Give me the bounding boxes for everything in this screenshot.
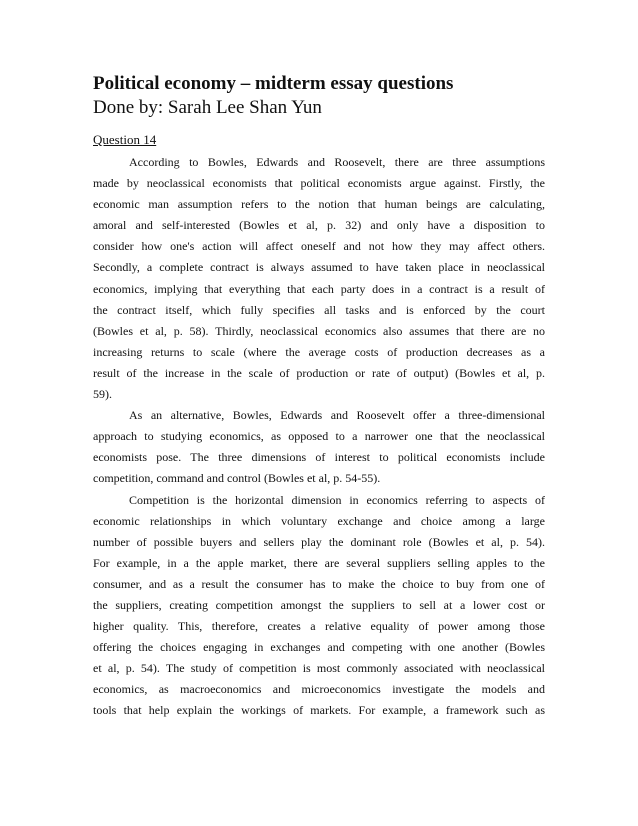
paragraph-line: economic man assumption refers to the notion that human beings are calculating,: [93, 197, 545, 212]
paragraph: [93, 405, 545, 489]
paragraph-line: consider how one's action will affect oneself and not how they may affect others.: [93, 239, 545, 254]
paragraph-line: economic relationships in which voluntary exchange and choice among a large: [93, 513, 545, 528]
document-page: [93, 72, 545, 722]
question-heading: Question 14: [93, 132, 157, 147]
paragraph-line: tools that help explain the workings of markets. For example, a framework such as: [93, 703, 545, 718]
paragraph-line: amoral and self-interested (Bowles et al, p. 32) and only have a disposition to: [93, 218, 545, 233]
paragraph-line: approach to studying economics, as opposed to a narrower one that the neoclassical: [93, 429, 545, 444]
paragraph-line: result of the increase in the scale of production or rate of output) (Bowles et al, p.: [93, 365, 545, 380]
paragraph-line: number of possible buyers and sellers play the dominant role (Bowles et al, p. 54).: [93, 534, 545, 549]
paragraph-line: As an alternative, Bowles, Edwards and Roosevelt offer a three-dimensional: [129, 408, 545, 423]
paragraph-line: For example, in a the apple market, there are several suppliers selling apples to the: [93, 555, 545, 570]
paragraph-line: economists pose. The three dimensions of interest to political economists include: [93, 450, 545, 465]
paragraph-line: economics, as macroeconomics and microeconomics investigate the models and: [93, 682, 545, 697]
paragraph: [93, 490, 545, 722]
paragraph-line: the suppliers, creating competition amongst the suppliers to sell at a lower cost or: [93, 597, 545, 612]
document-title: Political economy – midterm essay questions: [93, 73, 454, 94]
document-body: [93, 152, 545, 722]
paragraph-line: higher quality. This, therefore, creates a relative equality of power among those: [93, 619, 545, 634]
paragraph-line: economics, implying that everything that each party does in a contract is a result of: [93, 281, 545, 296]
paragraph-line: Competition is the horizontal dimension in economics referring to aspects of: [129, 492, 545, 507]
paragraph-line: (Bowles et al, p. 58). Thirdly, neoclassical economics also assumes that there are no: [93, 323, 545, 338]
paragraph-line: increasing returns to scale (where the average costs of production decreases as a: [93, 344, 545, 359]
paragraph-line: the contract itself, which fully specifies all tasks and is enforced by the court: [93, 302, 545, 317]
paragraph-line: consumer, and as a result the consumer has to make the choice to buy from one of: [93, 576, 545, 591]
paragraph-line: et al, p. 54). The study of competition is most commonly associated with neoclassical: [93, 661, 545, 676]
paragraph-line: According to Bowles, Edwards and Roosevelt, there are three assumptions: [129, 155, 545, 169]
paragraph-line: Secondly, a complete contract is always assumed to have taken place in neoclassical: [93, 260, 545, 275]
paragraph-line: made by neoclassical economists that political economists argue against. Firstly, the: [93, 176, 545, 191]
paragraph: [93, 152, 545, 405]
paragraph-line: 59).: [93, 387, 112, 402]
document-author: Done by: Sarah Lee Shan Yun: [93, 97, 322, 118]
paragraph-line: competition, command and control (Bowles et al, p. 54-55).: [93, 471, 381, 486]
paragraph-line: offering the choices engaging in exchanges and competing with one another (Bowles: [93, 640, 545, 655]
